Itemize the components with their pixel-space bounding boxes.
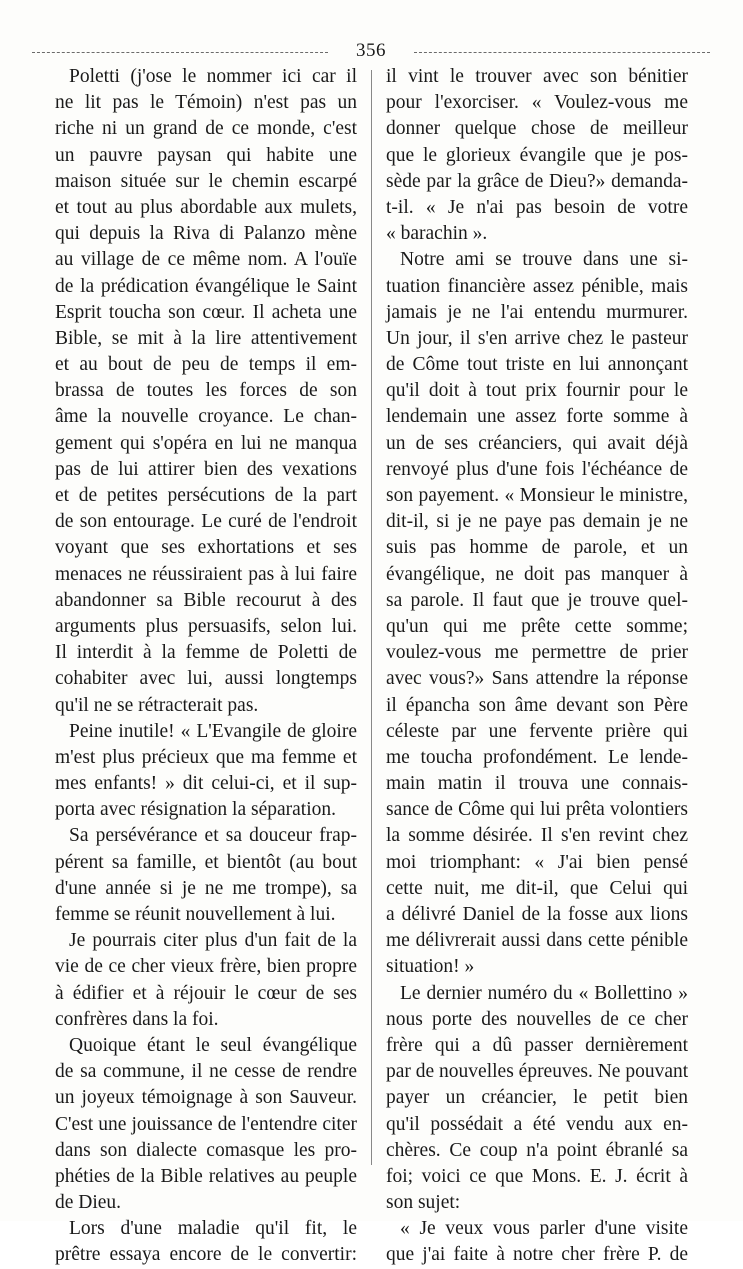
text-line: donner quelque chose de meilleur: [386, 118, 688, 140]
text-line: un joyeux témoignage à son Sauveur.: [55, 1087, 357, 1109]
text-line: et tout au plus abordable aux mulets,: [55, 196, 357, 218]
text-line: Bible, se mit à la lire attentivement: [55, 327, 357, 349]
header-rule-left: [32, 52, 328, 53]
text-line: foi; voici ce que Mons. E. J. écrit à: [386, 1165, 688, 1187]
text-line: de la prédication évangélique le Saint: [55, 275, 357, 297]
text-line: Un jour, il s'en arrive chez le pasteur: [386, 327, 688, 349]
text-line: un pauvre paysan qui habite une: [55, 144, 357, 166]
header-rule-right: [414, 52, 710, 53]
text-line: « barachin ».: [386, 223, 488, 245]
text-line: porta avec résignation la séparation.: [55, 799, 337, 821]
text-line: qu'il ne se rétracterait pas.: [55, 694, 259, 716]
text-line: confrères dans la foi.: [55, 1008, 219, 1030]
text-line: brassa de toutes les forces de son: [55, 380, 357, 402]
text-line: phéties de la Bible relatives au peuple: [55, 1165, 357, 1187]
text-line: sède par la grâce de Dieu?» demanda-: [386, 170, 688, 192]
text-line: pérent sa famille, et bientôt (au bout: [55, 851, 357, 873]
text-line: t-il. « Je n'ai pas besoin de votre: [386, 196, 688, 218]
text-line: suis pas homme de parole, et un: [386, 537, 688, 559]
text-line: qui depuis la Riva di Palanzo mène: [55, 223, 357, 245]
text-line: Peine inutile! « L'Evangile de gloire: [69, 720, 357, 742]
text-line: m'est plus précieux que ma femme et: [55, 746, 357, 768]
text-line: « Je veux vous parler d'une visite: [400, 1218, 688, 1240]
column-divider: [371, 70, 372, 1165]
text-line: un de ses créanciers, qui avait déjà: [386, 432, 688, 454]
text-line: son sujet:: [386, 1192, 461, 1214]
text-line: voyant que ses exhortations et ses: [55, 537, 357, 559]
text-line: que j'ai faite à notre cher frère P. de: [386, 1244, 688, 1266]
text-line: mes enfants! » dit celui-ci, et il sup-: [55, 773, 357, 795]
text-line: Sa persévérance et sa douceur frap-: [69, 825, 357, 847]
text-line: Il interdit à la femme de Poletti de: [55, 642, 357, 664]
text-line: Esprit toucha son cœur. Il acheta une: [55, 301, 357, 323]
text-line: de Dieu.: [55, 1192, 122, 1214]
text-line: pas de lui attirer bien des vexations: [55, 458, 357, 480]
text-line: avec vous?» Sans attendre la réponse: [386, 668, 688, 690]
text-line: jamais je ne l'ai entendu murmurer.: [386, 301, 688, 323]
text-line: son payement. « Monsieur le ministre,: [386, 485, 688, 506]
text-line: il vint le trouver avec son bénitier: [386, 66, 688, 87]
text-line: dans son dialecte comasque les pro-: [55, 1139, 357, 1161]
text-line: lendemain une assez forte somme à: [386, 406, 688, 428]
text-line: nous porte des nouvelles de ce cher: [386, 1008, 688, 1030]
text-line: me délivrerait aussi dans cette pénible: [386, 930, 688, 952]
text-line: tuation financière assez pénible, mais: [386, 275, 688, 297]
text-line: d'une année si je ne me trompe), sa: [55, 877, 357, 899]
text-line: sance de Côme qui lui prêta volontiers: [386, 799, 688, 821]
text-line: frère qui a dû passer dernièrement: [386, 1034, 688, 1056]
text-line: cette nuit, me dit-il, que Celui qui: [386, 877, 688, 899]
text-line: par de nouvelles épreuves. Ne pouvant: [386, 1061, 689, 1083]
text-line: de sa commune, il ne cesse de rendre: [55, 1061, 357, 1083]
text-line: chères. Ce coup n'a point ébranlé sa: [386, 1139, 688, 1161]
text-line: riche ni un grand de ce monde, c'est: [55, 118, 357, 140]
text-line: et au bout de peu de temps il em-: [55, 354, 357, 376]
page-header: [32, 40, 710, 62]
text-line: qu'un qui me prête cette somme;: [386, 615, 688, 637]
text-line: ne lit pas le Témoin) n'est pas un: [55, 92, 357, 114]
text-line: payer un créancier, le petit bien: [386, 1087, 688, 1109]
text-line: au village de ce même nom. A l'ouïe: [55, 249, 357, 271]
text-line: gement qui s'opéra en lui ne manqua: [55, 432, 357, 454]
text-line: Poletti (j'ose le nommer ici car il: [69, 66, 357, 87]
text-line: a délivré Daniel de la fosse aux lions: [386, 904, 688, 925]
left-text-column: [55, 64, 357, 1269]
text-line: Quoique étant le seul évangélique: [69, 1034, 357, 1056]
text-line: moi triomphant: « J'ai bien pensé: [386, 851, 688, 873]
text-line: voulez-vous me permettre de prier: [386, 642, 688, 664]
page-number: 356: [356, 40, 386, 61]
text-line: pour l'exorciser. « Voulez-vous me: [386, 92, 688, 114]
text-line: Je pourrais citer plus d'un fait de la: [69, 930, 357, 952]
text-line: que le glorieux évangile que je pos-: [386, 144, 688, 166]
text-line: maison située sur le chemin escarpé: [55, 170, 357, 192]
text-line: de Côme tout triste en lui annonçant: [386, 354, 688, 376]
text-line: Notre ami se trouve dans une si-: [400, 249, 688, 271]
text-line: âme la nouvelle croyance. Le chan-: [55, 406, 357, 428]
text-line: à édifier et à réjouir le cœur de ses: [55, 982, 357, 1004]
text-line: évangélique, ne doit pas manquer à: [386, 563, 688, 585]
text-line: la somme désirée. Il s'en revint chez: [386, 825, 688, 847]
text-line: céleste par une fervente prière qui: [386, 720, 688, 742]
text-line: situation! »: [386, 956, 475, 978]
text-line: arguments plus persuasifs, selon lui.: [55, 615, 357, 637]
text-line: et de petites persécutions de la part: [55, 485, 357, 506]
text-line: qu'il possédait a été vendu aux en-: [386, 1113, 688, 1135]
text-line: renvoyé plus d'une fois l'échéance de: [386, 458, 688, 480]
text-line: Lors d'une maladie qu'il fit, le: [69, 1218, 357, 1240]
text-line: C'est une jouissance de l'entendre citer: [55, 1113, 357, 1135]
text-line: femme se réunit nouvellement à lui.: [55, 904, 336, 925]
text-line: prêtre essaya encore de le convertir:: [55, 1244, 357, 1266]
text-line: Le dernier numéro du « Bollettino »: [400, 982, 688, 1004]
text-line: il épancha son âme devant son Père: [386, 694, 688, 716]
text-line: menaces ne réussiraient pas à lui faire: [55, 563, 357, 585]
text-line: vie de ce cher vieux frère, bien propre: [55, 956, 357, 978]
text-line: de son entourage. Le curé de l'endroit: [55, 511, 357, 533]
text-line: cohabiter avec lui, aussi longtemps: [55, 668, 357, 690]
text-line: qu'il doit à tout prix fournir pour le: [386, 380, 688, 402]
text-line: sa parole. Il faut que je trouve quel-: [386, 589, 688, 611]
text-line: abandonner sa Bible recourut à des: [55, 589, 357, 611]
text-line: dit-il, si je ne paye pas demain je ne: [386, 511, 688, 533]
right-text-column: [386, 64, 688, 1269]
text-line: main matin il trouva une connais-: [386, 773, 688, 795]
text-line: me toucha profondément. Le lende-: [386, 746, 688, 768]
